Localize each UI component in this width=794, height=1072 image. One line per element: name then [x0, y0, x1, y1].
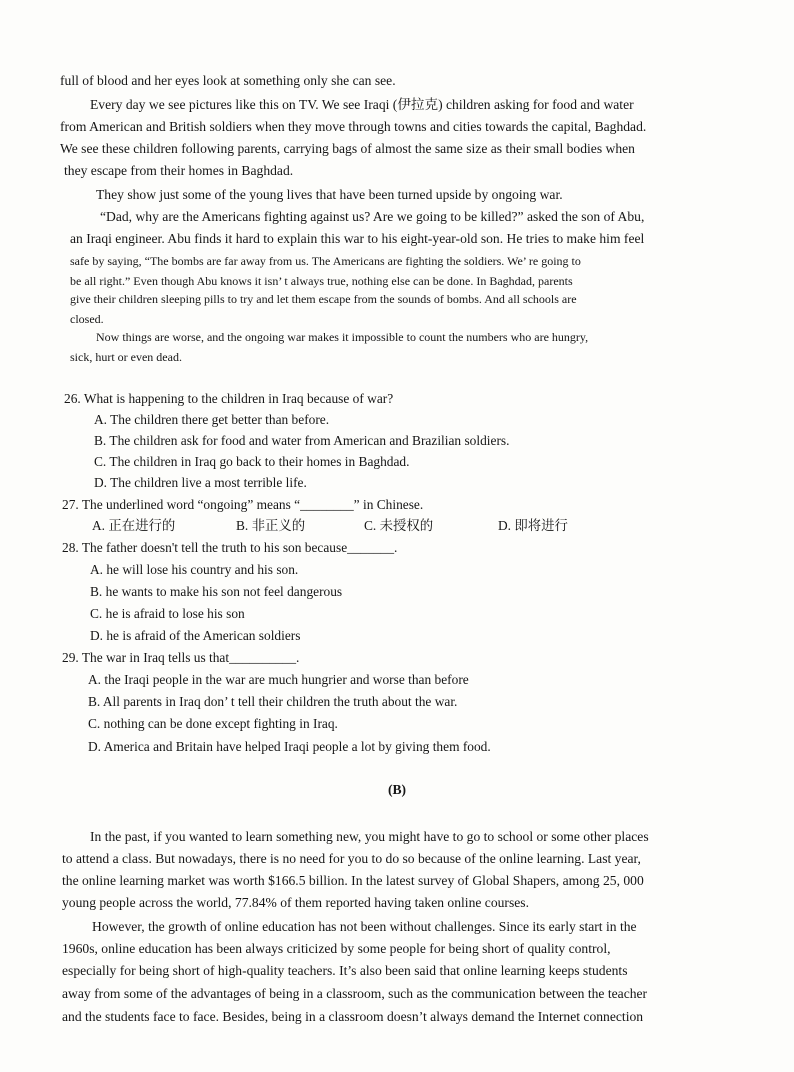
passage-a-line-9: safe by saying, “The bombs are far away from us. The Americans are fighting the soldiers. We’ re going to	[70, 254, 581, 268]
question-28-option-a: A. he will lose his country and his son.	[90, 562, 299, 577]
passage-b-line-3: the online learning market was worth $166.5 billion. In the latest survey of Global Shapers, among 25, 000	[62, 873, 644, 888]
question-28-option-d: D. he is afraid of the American soldiers	[90, 628, 301, 643]
passage-a-line-2: Every day we see pictures like this on TV. We see Iraqi (伊拉克) children asking for food and water	[90, 97, 634, 112]
question-29-option-d: D. America and Britain have helped Iraqi people a lot by giving them food.	[88, 739, 491, 754]
question-28-option-c: C. he is afraid to lose his son	[90, 606, 245, 621]
passage-b-line-5: However, the growth of online education has not been without challenges. Since its early start in the	[92, 919, 637, 934]
passage-b-line-7: especially for being short of high-quality teachers. It’s also been said that online learning keeps students	[62, 963, 628, 978]
passage-a-line-12: closed.	[70, 312, 104, 326]
question-26-option-a: A. The children there get better than before.	[94, 412, 330, 427]
question-26-option-b: B. The children ask for food and water from American and Brazilian soldiers.	[94, 433, 510, 448]
question-27-stem: 27. The underlined word “ongoing” means “________” in Chinese.	[62, 497, 424, 512]
question-29-option-c: C. nothing can be done except fighting in Iraq.	[88, 716, 338, 731]
question-28-option-b: B. he wants to make his son not feel dangerous	[90, 584, 343, 599]
passage-a-line-1: full of blood and her eyes look at something only she can see.	[60, 73, 396, 88]
section-b-heading: (B)	[387, 782, 407, 797]
question-26-option-c: C. The children in Iraq go back to their homes in Baghdad.	[94, 454, 410, 469]
passage-a-line-8: an Iraqi engineer. Abu finds it hard to explain this war to his eight-year-old son. He tries to make him feel	[70, 231, 645, 246]
passage-b-line-2: to attend a class. But nowadays, there is no need for you to do so because of the online learning. Last year,	[62, 851, 641, 866]
passage-b-line-8: away from some of the advantages of being in a classroom, such as the communication between the teacher	[62, 986, 648, 1001]
question-26-option-d: D. The children live a most terrible life.	[94, 475, 307, 490]
passage-a-line-13: Now things are worse, and the ongoing war makes it impossible to count the numbers who are hungry,	[96, 330, 589, 344]
question-27-option-a: A. 正在进行的	[92, 518, 176, 533]
passage-b-line-1: In the past, if you wanted to learn something new, you might have to go to school or some other places	[90, 829, 649, 844]
passage-a-line-7: “Dad, why are the Americans fighting against us? Are we going to be killed?” asked the son of Abu,	[100, 209, 645, 224]
question-29-stem: 29. The war in Iraq tells us that__________.	[62, 650, 300, 665]
question-26-stem: 26. What is happening to the children in Iraq because of war?	[64, 391, 394, 406]
question-28-stem: 28. The father doesn't tell the truth to his son because_______.	[62, 540, 398, 555]
question-27-option-d: D. 即将进行	[498, 518, 568, 533]
question-29-option-a: A. the Iraqi people in the war are much hungrier and worse than before	[88, 672, 469, 687]
passage-a-line-10: be all right.” Even though Abu knows it isn’ t always true, nothing else can be done. In Baghdad, parents	[70, 274, 573, 288]
passage-b-line-9: and the students face to face. Besides, being in a classroom doesn’t always demand the Internet connection	[62, 1009, 644, 1024]
question-27-option-c: C. 未授权的	[364, 518, 434, 533]
passage-a-line-4: We see these children following parents, carrying bags of almost the same size as their small bodies when	[60, 141, 635, 156]
passage-b-line-4: young people across the world, 77.84% of them reported having taken online courses.	[62, 895, 529, 910]
passage-a-line-14: sick, hurt or even dead.	[70, 350, 182, 364]
passage-a-line-6: They show just some of the young lives that have been turned upside by ongoing war.	[96, 187, 563, 202]
passage-b-line-6: 1960s, online education has been always criticized by some people for being short of quality control,	[62, 941, 611, 956]
passage-a-line-5: they escape from their homes in Baghdad.	[64, 163, 294, 178]
question-29-option-b: B. All parents in Iraq don’ t tell their children the truth about the war.	[88, 694, 458, 709]
passage-a-line-11: give their children sleeping pills to try and let them escape from the sounds of bombs. And all schools are	[70, 292, 577, 306]
question-27-option-b: B. 非正义的	[236, 518, 306, 533]
passage-a-line-3: from American and British soldiers when they move through towns and cities towards the capital, Baghdad.	[60, 119, 647, 134]
